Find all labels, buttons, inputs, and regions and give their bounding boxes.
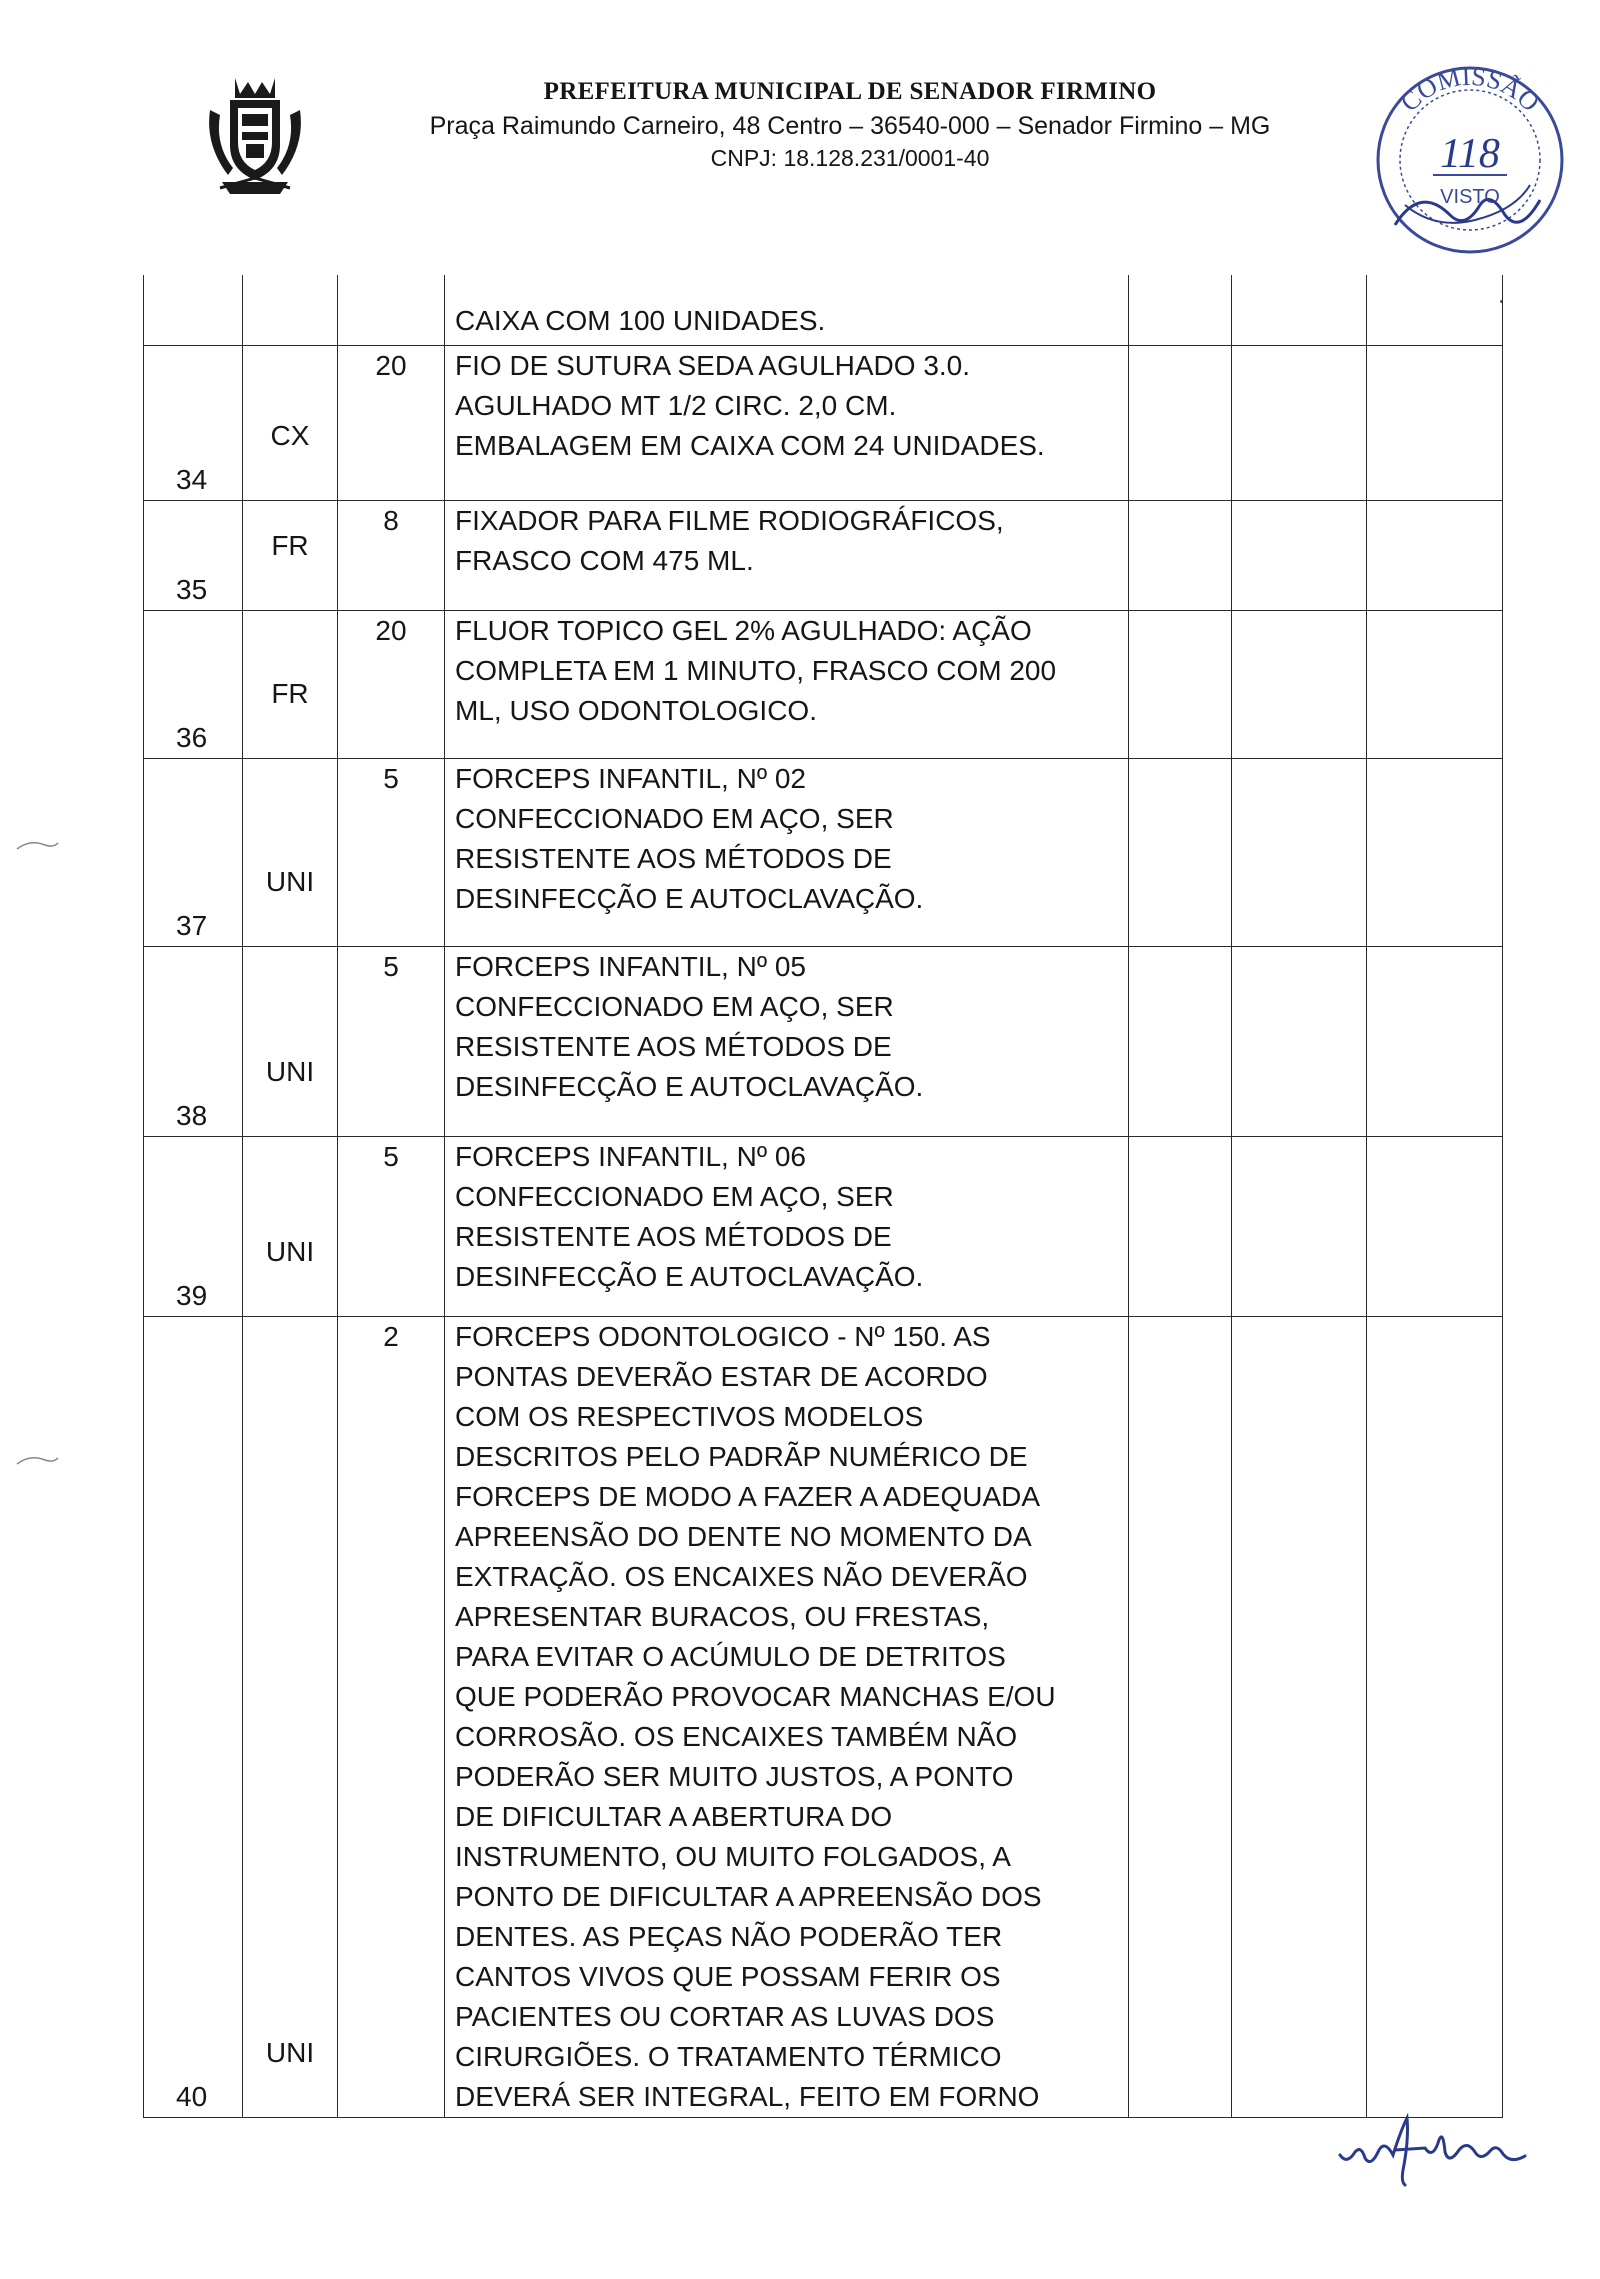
municipal-crest-logo bbox=[200, 70, 310, 200]
total-price-cell bbox=[1232, 1136, 1367, 1316]
quantity-cell: 5 bbox=[338, 1136, 445, 1316]
unit-cell: FR bbox=[243, 500, 338, 610]
unit-cell: UNI bbox=[243, 758, 338, 946]
description-cell: FIXADOR PARA FILME RODIOGRÁFICOS, FRASCO COM 475 ML. bbox=[445, 500, 1129, 610]
unit-price-cell bbox=[1129, 610, 1232, 758]
brand-cell bbox=[1367, 758, 1503, 946]
quantity-cell bbox=[338, 275, 445, 345]
brand-cell bbox=[1367, 1136, 1503, 1316]
table-row bbox=[144, 500, 1503, 610]
description-cell: CAIXA COM 100 UNIDADES. bbox=[445, 275, 1129, 345]
brand-cell bbox=[1367, 1316, 1503, 2117]
brand-cell bbox=[1367, 275, 1503, 345]
brand-cell bbox=[1367, 500, 1503, 610]
quantity-cell: 8 bbox=[338, 500, 445, 610]
margin-scribble bbox=[15, 1450, 60, 1470]
total-price-cell bbox=[1232, 1316, 1367, 2117]
table-row bbox=[144, 758, 1503, 946]
unit-price-cell bbox=[1129, 345, 1232, 500]
unit-cell: FR bbox=[243, 610, 338, 758]
description-cell: FORCEPS INFANTIL, Nº 05 CONFECCIONADO EM AÇO, SER RESISTENTE AOS MÉTODOS DE DESINFECÇÃO E AUTOCLAVAÇÃO. bbox=[445, 946, 1129, 1136]
quantity-cell: 2 bbox=[338, 1316, 445, 2117]
total-price-cell bbox=[1232, 275, 1367, 345]
item-number-cell: 34 bbox=[144, 345, 243, 500]
table-row bbox=[144, 275, 1503, 345]
description-cell: FIO DE SUTURA SEDA AGULHADO 3.0. AGULHADO MT 1/2 CIRC. 2,0 CM. EMBALAGEM EM CAIXA COM 24 UNIDADES. bbox=[445, 345, 1129, 500]
quantity-cell: 20 bbox=[338, 345, 445, 500]
unit-price-cell bbox=[1129, 1136, 1232, 1316]
unit-cell: UNI bbox=[243, 1136, 338, 1316]
item-number-cell: 36 bbox=[144, 610, 243, 758]
quantity-cell: 20 bbox=[338, 610, 445, 758]
total-price-cell bbox=[1232, 758, 1367, 946]
brand-cell bbox=[1367, 345, 1503, 500]
stamp-top-text: COMISSÃO bbox=[1394, 61, 1546, 118]
item-number-cell: 35 bbox=[144, 500, 243, 610]
table-row bbox=[144, 1316, 1503, 2117]
header-title: PREFEITURA MUNICIPAL DE SENADOR FIRMINO bbox=[543, 78, 1157, 105]
unit-price-cell bbox=[1129, 758, 1232, 946]
commission-stamp bbox=[1365, 55, 1575, 265]
unit-cell: UNI bbox=[243, 1316, 338, 2117]
description-cell: FORCEPS INFANTIL, Nº 06 CONFECCIONADO EM AÇO, SER RESISTENTE AOS MÉTODOS DE DESINFECÇÃO E AUTOCLAVAÇÃO. bbox=[445, 1136, 1129, 1316]
description-cell: FORCEPS INFANTIL, Nº 02 CONFECCIONADO EM AÇO, SER RESISTENTE AOS MÉTODOS DE DESINFECÇÃO E AUTOCLAVAÇÃO. bbox=[445, 758, 1129, 946]
table-row bbox=[144, 345, 1503, 500]
description-cell: FLUOR TOPICO GEL 2% AGULHADO: AÇÃO COMPLETA EM 1 MINUTO, FRASCO COM 200 ML, USO ODONTOLOGICO. bbox=[445, 610, 1129, 758]
table-row bbox=[144, 1136, 1503, 1316]
unit-price-cell bbox=[1129, 946, 1232, 1136]
unit-cell: CX bbox=[243, 345, 338, 500]
quantity-cell: 5 bbox=[338, 946, 445, 1136]
description-cell: FORCEPS ODONTOLOGICO - Nº 150. AS PONTAS DEVERÃO ESTAR DE ACORDO COM OS RESPECTIVOS MODELOS DESCRITOS PELO PADRÃP NUMÉRICO DE FORCEPS DE MODO A FAZER A ADEQUADA APREENSÃO DO DENTE NO MOMENTO DA EXTRAÇÃO. OS ENCAIXES NÃO DEVERÃO APRESENTAR BURACOS, OU FRESTAS, PARA EVITAR O ACÚMULO DE DETRITOS QUE PODERÃO PROVOCAR MANCHAS E/OU CORROSÃO. OS ENCAIXES TAMBÉM NÃO PODERÃO SER MUITO JUSTOS, A PONTO DE DIFICULTAR A ABERTURA DO INSTRUMENTO, OU MUITO FOLGADOS, A PONTO DE DIFICULTAR A APREENSÃO DOS DENTES. AS PEÇAS NÃO PODERÃO TER CANTOS VIVOS QUE POSSAM FERIR OS PACIENTES OU CORTAR AS LUVAS DOS CIRURGIÕES. O TRATAMENTO TÉRMICO DEVERÁ SER INTEGRAL, FEITO EM FORNO bbox=[445, 1316, 1129, 2117]
header-cnpj: CNPJ: 18.128.231/0001-40 bbox=[710, 145, 990, 171]
unit-price-cell bbox=[1129, 1316, 1232, 2117]
svg-text:COMISSÃO bbox=[1395, 62, 1545, 117]
item-number-cell: 37 bbox=[144, 758, 243, 946]
total-price-cell bbox=[1232, 610, 1367, 758]
table-row bbox=[144, 946, 1503, 1136]
item-number-cell: 40 bbox=[144, 1316, 243, 2117]
table-row bbox=[144, 610, 1503, 758]
total-price-cell bbox=[1232, 500, 1367, 610]
brand-cell bbox=[1367, 610, 1503, 758]
unit-price-cell bbox=[1129, 500, 1232, 610]
items-table bbox=[143, 275, 1503, 2118]
margin-scribble bbox=[15, 835, 60, 855]
quantity-cell: 5 bbox=[338, 758, 445, 946]
header-address: Praça Raimundo Carneiro, 48 Centro – 36540-000 – Senador Firmino – MG bbox=[429, 112, 1271, 140]
brand-cell bbox=[1367, 946, 1503, 1136]
total-price-cell bbox=[1232, 345, 1367, 500]
item-number-cell: 38 bbox=[144, 946, 243, 1136]
stamp-number: 118 bbox=[1440, 131, 1500, 177]
unit-price-cell bbox=[1129, 275, 1232, 345]
unit-cell bbox=[243, 275, 338, 345]
unit-cell: UNI bbox=[243, 946, 338, 1136]
total-price-cell bbox=[1232, 946, 1367, 1136]
handwritten-signature bbox=[1335, 2110, 1535, 2190]
stamp-bottom-text: VISTO bbox=[1440, 186, 1500, 208]
item-number-cell: 39 bbox=[144, 1136, 243, 1316]
item-number-cell bbox=[144, 275, 243, 345]
